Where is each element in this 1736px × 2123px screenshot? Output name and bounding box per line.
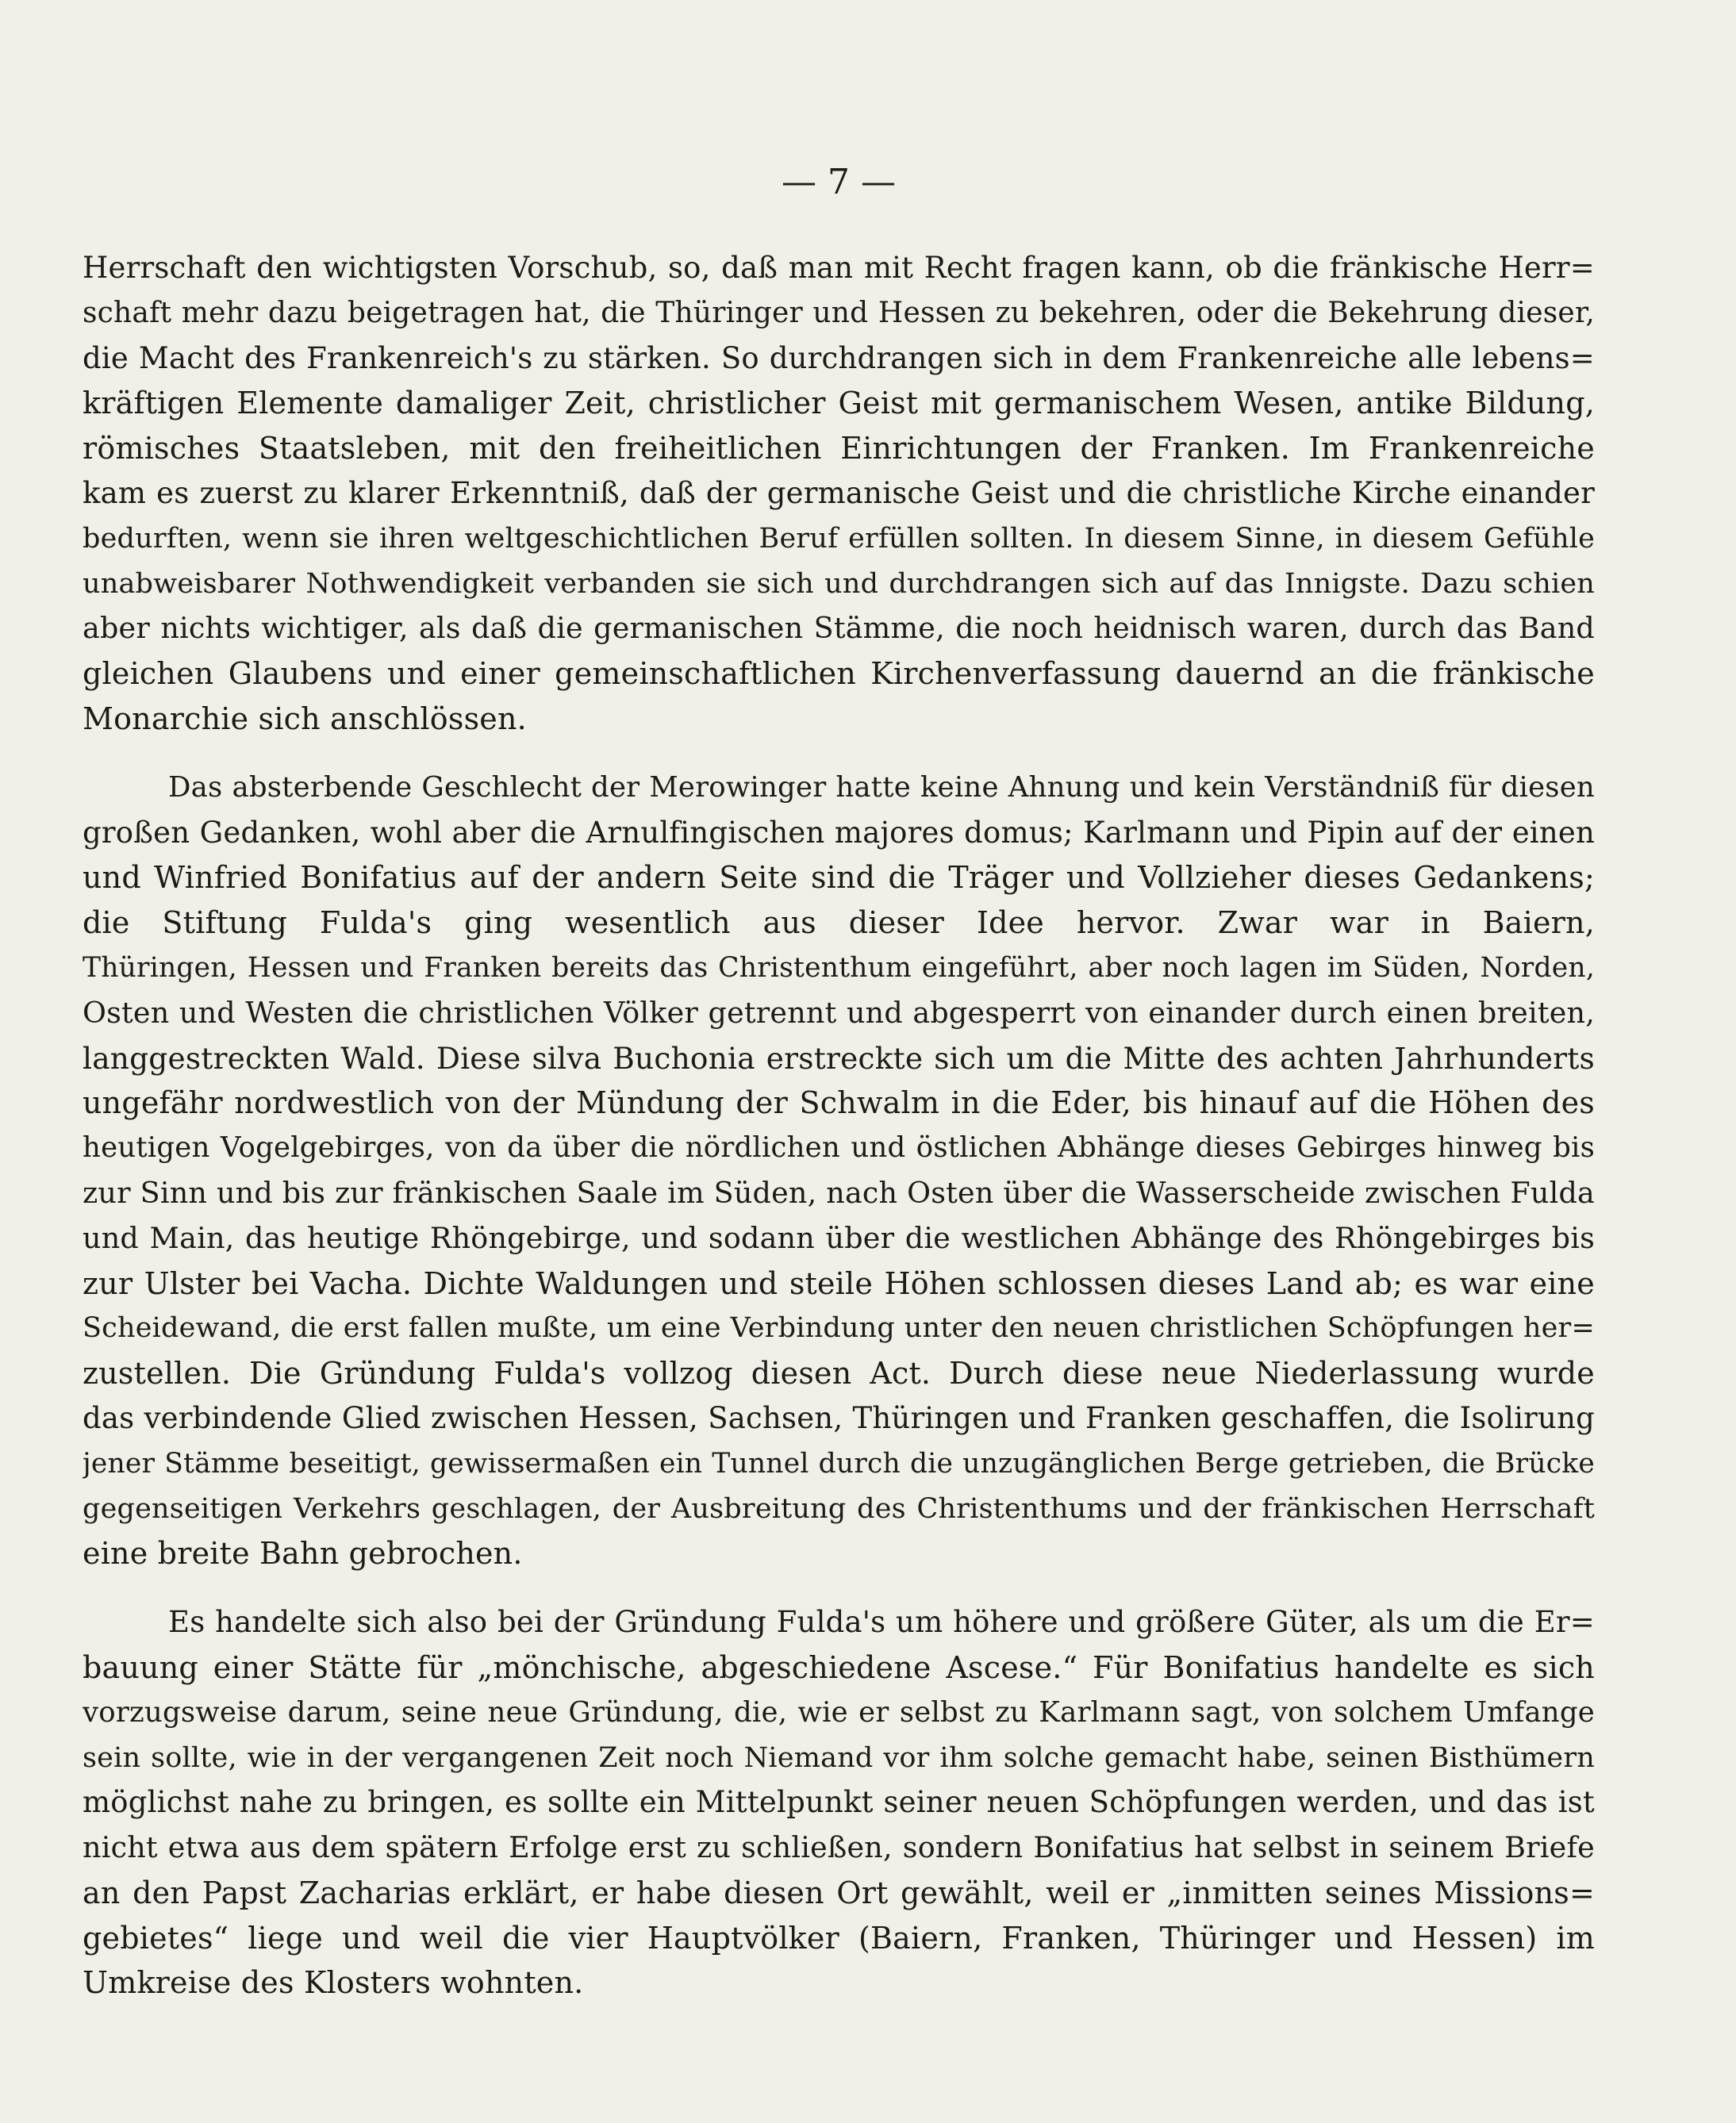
- text-line: Scheidewand, die erst fallen mußte, um eine Verbindung unter den neuen christlichen Schöpfungen her=: [83, 1312, 1595, 1345]
- text-line: und Main, das heutige Rhöngebirge, und sodann über die westlichen Abhänge des Rhöngebirges bis: [83, 1220, 1595, 1255]
- paragraph-gap: [83, 742, 1595, 766]
- text-line: zustellen. Die Gründung Fulda's vollzog diesen Act. Durch diese neue Niederlassung wurde: [83, 1356, 1595, 1392]
- text-line: die Macht des Frankenreich's zu stärken. So durchdrangen sich in dem Frankenreiche alle lebens=: [83, 340, 1595, 375]
- text-line: bauung einer Stätte für „mönchische, abgeschiedene Ascese.“ Für Bonifatius handelte es sich: [83, 1649, 1595, 1685]
- paragraph-1: [83, 246, 1595, 742]
- text-line: heutigen Vogelgebirges, von da über die nördlichen und östlichen Abhänge dieses Gebirges hinweg bis: [83, 1131, 1595, 1165]
- text-line: jener Stämme beseitigt, gewissermaßen ein Tunnel durch die unzugänglichen Berge getrieben, die Brücke: [83, 1447, 1595, 1480]
- text-line: Umkreise des Klosters wohnten.: [83, 1965, 584, 2001]
- paragraph-gap: [83, 1576, 1595, 1600]
- text-line: die Stiftung Fulda's ging wesentlich aus dieser Idee hervor. Zwar war in Baiern,: [83, 905, 1595, 941]
- text-line: an den Papst Zacharias erklärt, er habe diesen Ort gewählt, weil er „inmitten seines Missions=: [83, 1875, 1595, 1910]
- text-line: nicht etwa aus dem spätern Erfolge erst zu schließen, sondern Bonifatius hat selbst in seinem Briefe: [83, 1830, 1595, 1865]
- text-line: eine breite Bahn gebrochen.: [83, 1536, 523, 1572]
- text-line: Osten und Westen die christlichen Völker getrennt und abgesperrt von einander durch einen breiten,: [83, 995, 1595, 1030]
- text-line: Monarchie sich anschlössen.: [83, 701, 527, 736]
- text-line: sein sollte, wie in der vergangenen Zeit noch Niemand vor ihm solche gemacht habe, seinen Bisthümern: [83, 1741, 1595, 1774]
- text-line: zur Sinn und bis zur fränkischen Saale im Süden, nach Osten über die Wasserscheide zwischen Fulda: [83, 1175, 1595, 1210]
- text-line: Es handelte sich also bei der Gründung Fulda's um höhere und größere Güter, als um die Er=: [168, 1605, 1595, 1640]
- paragraph-3: [83, 1600, 1595, 2006]
- paragraph-2: [83, 766, 1595, 1576]
- text-line: gebietes“ liege und weil die vier Hauptvölker (Baiern, Franken, Thüringer und Hessen) im: [83, 1920, 1595, 1956]
- text-line: römisches Staatsleben, mit den freiheitlichen Einrichtungen der Franken. Im Frankenreiche: [83, 431, 1595, 466]
- text-line: vorzugsweise darum, seine neue Gründung, die, wie er selbst zu Karlmann sagt, von solchem Umfange: [83, 1695, 1595, 1729]
- text-line: großen Gedanken, wohl aber die Arnulfingischen majores domus; Karlmann und Pipin auf der einen: [83, 815, 1595, 850]
- text-line: möglichst nahe zu bringen, es sollte ein Mittelpunkt seiner neuen Schöpfungen werden, und das ist: [83, 1785, 1595, 1820]
- text-line: gegenseitigen Verkehrs geschlagen, der Ausbreitung des Christenthums und der fränkischen Herrschaft: [83, 1492, 1595, 1525]
- page-number: — 7 —: [782, 162, 896, 202]
- text-line: ungefähr nordwestlich von der Mündung der Schwalm in die Eder, bis hinauf auf die Höhen des: [83, 1085, 1595, 1121]
- text-line: zur Ulster bei Vacha. Dichte Waldungen und steile Höhen schlossen dieses Land ab; es war eine: [83, 1265, 1595, 1301]
- text-line: langgestreckten Wald. Diese silva Buchonia erstreckte sich um die Mitte des achten Jahrhunderts: [83, 1040, 1595, 1076]
- text-line: schaft mehr dazu beigetragen hat, die Thüringer und Hessen zu bekehren, oder die Bekehrung dieser,: [83, 296, 1595, 329]
- text-line: Thüringen, Hessen und Franken bereits das Christenthum eingeführt, aber noch lagen im Süden, Norden,: [83, 951, 1595, 984]
- text-line: kam es zuerst zu klarer Erkenntniß, daß der germanische Geist und die christliche Kirche einander: [83, 475, 1595, 510]
- text-line: aber nichts wichtiger, als daß die germanischen Stämme, die noch heidnisch waren, durch das Band: [83, 611, 1595, 646]
- text-line: und Winfried Bonifatius auf der andern Seite sind die Träger und Vollzieher dieses Gedankens;: [83, 860, 1595, 896]
- text-line: Herrschaft den wichtigsten Vorschub, so, daß man mit Recht fragen kann, ob die fränkische Herr=: [83, 251, 1595, 285]
- text-line: gleichen Glaubens und einer gemeinschaftlichen Kirchenverfassung dauernd an die fränkische: [83, 656, 1595, 692]
- text-line: Das absterbende Geschlecht der Merowinger hatte keine Ahnung und kein Verständniß für diesen: [168, 770, 1595, 804]
- text-line: bedurften, wenn sie ihren weltgeschichtlichen Beruf erfüllen sollten. In diesem Sinne, in diesem Gefühle: [83, 522, 1595, 555]
- text-line: das verbindende Glied zwischen Hessen, Sachsen, Thüringen und Franken geschaffen, die Isolirung: [83, 1400, 1595, 1435]
- text-line: kräftigen Elemente damaliger Zeit, christlicher Geist mit germanischem Wesen, antike Bildung,: [83, 386, 1595, 421]
- text-line: unabweisbarer Nothwendigkeit verbanden sie sich und durchdrangen sich auf das Innigste. Dazu schien: [83, 567, 1595, 600]
